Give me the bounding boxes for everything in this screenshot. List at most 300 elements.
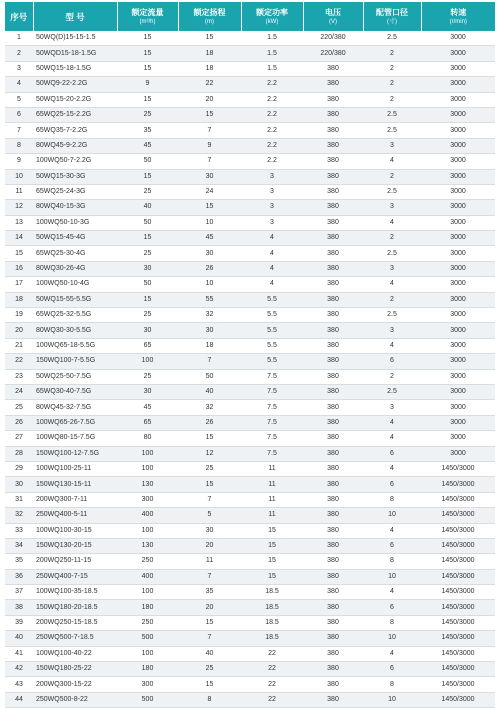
cell-speed: 3000 [421,369,495,384]
cell-head: 35 [178,585,241,600]
cell-model: 65WQ25-24-3G [33,184,117,199]
cell-index: 10 [5,169,33,184]
cell-pipe-diameter: 3 [363,200,421,215]
cell-voltage: 380 [303,677,363,692]
cell-flow: 25 [117,246,178,261]
cell-index: 15 [5,246,33,261]
cell-model: 250WQ500-7-18.5 [33,631,117,646]
cell-power: 5.5 [241,338,303,353]
cell-model: 150WQ180-25-22 [33,662,117,677]
cell-head: 40 [178,646,241,661]
cell-index: 31 [5,492,33,507]
cell-speed: 1450/3000 [421,692,495,707]
cell-power: 2.2 [241,77,303,92]
cell-model: 100WQ50-10-4G [33,277,117,292]
cell-head: 24 [178,184,241,199]
cell-flow: 25 [117,369,178,384]
cell-power: 3 [241,200,303,215]
cell-flow: 50 [117,154,178,169]
cell-model: 50WQ15-55-5.5G [33,292,117,307]
cell-pipe-diameter: 2 [363,46,421,61]
cell-power: 22 [241,692,303,707]
cell-index: 5 [5,92,33,107]
cell-power: 2.2 [241,107,303,122]
table-row [5,538,495,553]
cell-model: 100WQ100-40-22 [33,646,117,661]
cell-pipe-diameter: 2.5 [363,123,421,138]
header-pipe-diameter: 配管口径 (寸) [363,2,421,31]
cell-head: 30 [178,323,241,338]
cell-flow: 100 [117,446,178,461]
cell-pipe-diameter: 8 [363,554,421,569]
cell-flow: 15 [117,31,178,46]
cell-head: 15 [178,31,241,46]
cell-pipe-diameter: 3 [363,323,421,338]
cell-model: 50WQD15-18-1.5G [33,46,117,61]
cell-pipe-diameter: 6 [363,354,421,369]
cell-power: 7.5 [241,431,303,446]
cell-index: 3 [5,61,33,76]
cell-head: 25 [178,461,241,476]
cell-model: 250WQ400-5-11 [33,508,117,523]
cell-flow: 15 [117,46,178,61]
cell-speed: 3000 [421,323,495,338]
cell-pipe-diameter: 2 [363,92,421,107]
cell-model: 50WQ15-20-2.2G [33,92,117,107]
cell-flow: 500 [117,631,178,646]
cell-model: 100WQ100-35-18.5 [33,585,117,600]
cell-pipe-diameter: 10 [363,631,421,646]
cell-voltage: 380 [303,662,363,677]
cell-speed: 3000 [421,446,495,461]
cell-pipe-diameter: 4 [363,431,421,446]
cell-speed: 3000 [421,107,495,122]
cell-speed: 1450/3000 [421,631,495,646]
cell-head: 25 [178,662,241,677]
cell-index: 43 [5,677,33,692]
cell-pipe-diameter: 6 [363,662,421,677]
cell-model: 100WQ100-25-11 [33,461,117,476]
cell-flow: 15 [117,92,178,107]
cell-pipe-diameter: 2.5 [363,384,421,399]
cell-speed: 1450/3000 [421,508,495,523]
cell-flow: 30 [117,261,178,276]
cell-flow: 300 [117,677,178,692]
cell-index: 23 [5,369,33,384]
table-body [5,31,495,708]
cell-head: 5 [178,508,241,523]
cell-pipe-diameter: 8 [363,677,421,692]
cell-index: 9 [5,154,33,169]
cell-flow: 180 [117,600,178,615]
cell-speed: 1450/3000 [421,477,495,492]
table-row [5,384,495,399]
cell-speed: 1450/3000 [421,677,495,692]
table-row [5,631,495,646]
cell-model: 50WQ(D)15-15-1.5 [33,31,117,46]
table-row [5,431,495,446]
header-power: 额定功率 (kW) [241,2,303,31]
cell-power: 15 [241,569,303,584]
cell-model: 200WQ250-11-15 [33,554,117,569]
cell-voltage: 380 [303,169,363,184]
cell-pipe-diameter: 2.5 [363,246,421,261]
cell-power: 1.5 [241,31,303,46]
cell-model: 65WQ30-40-7.5G [33,384,117,399]
cell-head: 55 [178,292,241,307]
cell-power: 4 [241,231,303,246]
cell-head: 7 [178,154,241,169]
cell-voltage: 380 [303,492,363,507]
cell-flow: 25 [117,184,178,199]
cell-pipe-diameter: 8 [363,492,421,507]
cell-head: 32 [178,400,241,415]
cell-index: 2 [5,46,33,61]
cell-voltage: 380 [303,61,363,76]
cell-speed: 1450/3000 [421,461,495,476]
cell-model: 80WQ40-15-3G [33,200,117,215]
cell-index: 13 [5,215,33,230]
cell-flow: 15 [117,61,178,76]
cell-power: 22 [241,646,303,661]
cell-speed: 3000 [421,292,495,307]
cell-power: 4 [241,277,303,292]
cell-speed: 1450/3000 [421,554,495,569]
cell-speed: 3000 [421,77,495,92]
cell-flow: 100 [117,523,178,538]
cell-pipe-diameter: 4 [363,646,421,661]
cell-pipe-diameter: 4 [363,154,421,169]
cell-power: 22 [241,662,303,677]
cell-speed: 3000 [421,308,495,323]
cell-index: 36 [5,569,33,584]
cell-power: 7.5 [241,400,303,415]
cell-head: 18 [178,338,241,353]
cell-power: 2.2 [241,154,303,169]
cell-index: 16 [5,261,33,276]
cell-power: 15 [241,538,303,553]
table-row [5,354,495,369]
cell-flow: 50 [117,277,178,292]
table-row [5,138,495,153]
cell-index: 34 [5,538,33,553]
cell-flow: 30 [117,323,178,338]
cell-pipe-diameter: 2.5 [363,184,421,199]
cell-pipe-diameter: 2.5 [363,31,421,46]
cell-flow: 100 [117,354,178,369]
cell-index: 20 [5,323,33,338]
cell-voltage: 380 [303,508,363,523]
table-row [5,31,495,46]
cell-index: 8 [5,138,33,153]
cell-power: 4 [241,261,303,276]
cell-model: 200WQ300-15-22 [33,677,117,692]
cell-power: 7.5 [241,384,303,399]
cell-power: 5.5 [241,323,303,338]
cell-pipe-diameter: 8 [363,615,421,630]
cell-pipe-diameter: 4 [363,415,421,430]
table-row [5,77,495,92]
cell-index: 32 [5,508,33,523]
cell-model: 150WQ180-20-18.5 [33,600,117,615]
cell-power: 11 [241,461,303,476]
cell-head: 7 [178,492,241,507]
table-row [5,169,495,184]
cell-voltage: 380 [303,384,363,399]
table-row [5,585,495,600]
cell-voltage: 380 [303,215,363,230]
cell-head: 7 [178,569,241,584]
cell-model: 50WQ15-45-4G [33,231,117,246]
cell-head: 8 [178,692,241,707]
cell-flow: 30 [117,384,178,399]
cell-speed: 3000 [421,61,495,76]
cell-head: 50 [178,369,241,384]
cell-power: 22 [241,677,303,692]
cell-pipe-diameter: 10 [363,569,421,584]
cell-head: 9 [178,138,241,153]
cell-head: 30 [178,523,241,538]
cell-pipe-diameter: 2 [363,61,421,76]
cell-head: 30 [178,246,241,261]
cell-index: 1 [5,31,33,46]
cell-flow: 9 [117,77,178,92]
cell-model: 65WQ35-7-2.2G [33,123,117,138]
cell-model: 250WQ400-7-15 [33,569,117,584]
cell-head: 7 [178,354,241,369]
cell-speed: 3000 [421,246,495,261]
cell-power: 18.5 [241,585,303,600]
cell-flow: 250 [117,615,178,630]
cell-voltage: 380 [303,554,363,569]
table-row [5,184,495,199]
cell-head: 7 [178,123,241,138]
cell-voltage: 220/380 [303,31,363,46]
cell-model: 80WQ30-26-4G [33,261,117,276]
cell-speed: 1450/3000 [421,523,495,538]
cell-pipe-diameter: 3 [363,261,421,276]
cell-model: 100WQ65-18-5.5G [33,338,117,353]
cell-head: 7 [178,631,241,646]
cell-index: 21 [5,338,33,353]
cell-pipe-diameter: 2.5 [363,308,421,323]
cell-voltage: 380 [303,585,363,600]
cell-voltage: 380 [303,477,363,492]
cell-speed: 3000 [421,261,495,276]
table-row [5,215,495,230]
table-row [5,308,495,323]
cell-model: 65WQ25-15-2.2G [33,107,117,122]
table-row [5,477,495,492]
cell-head: 10 [178,277,241,292]
table-row [5,200,495,215]
cell-index: 25 [5,400,33,415]
cell-speed: 3000 [421,200,495,215]
cell-flow: 65 [117,415,178,430]
header-model: 型 号 [33,2,117,31]
cell-head: 11 [178,554,241,569]
cell-index: 27 [5,431,33,446]
cell-voltage: 380 [303,92,363,107]
cell-power: 11 [241,477,303,492]
cell-voltage: 380 [303,338,363,353]
cell-model: 150WQ100-12-7.5G [33,446,117,461]
cell-index: 33 [5,523,33,538]
cell-head: 20 [178,600,241,615]
cell-voltage: 380 [303,431,363,446]
cell-pipe-diameter: 4 [363,277,421,292]
cell-power: 15 [241,523,303,538]
cell-speed: 1450/3000 [421,646,495,661]
cell-head: 26 [178,415,241,430]
cell-head: 15 [178,477,241,492]
cell-flow: 50 [117,215,178,230]
cell-flow: 500 [117,692,178,707]
cell-voltage: 380 [303,523,363,538]
cell-index: 18 [5,292,33,307]
cell-index: 38 [5,600,33,615]
cell-pipe-diameter: 10 [363,508,421,523]
cell-index: 29 [5,461,33,476]
cell-power: 11 [241,492,303,507]
cell-head: 40 [178,384,241,399]
cell-head: 15 [178,107,241,122]
header-index: 序号 [5,2,33,31]
cell-voltage: 380 [303,184,363,199]
cell-model: 50WQ15-18-1.5G [33,61,117,76]
cell-head: 15 [178,200,241,215]
cell-pipe-diameter: 2.5 [363,107,421,122]
table-row [5,461,495,476]
cell-power: 2.2 [241,138,303,153]
cell-voltage: 380 [303,277,363,292]
cell-model: 65WQ25-32-5.5G [33,308,117,323]
cell-speed: 1450/3000 [421,569,495,584]
table-row [5,692,495,707]
cell-flow: 180 [117,662,178,677]
cell-speed: 3000 [421,31,495,46]
table-row [5,323,495,338]
cell-head: 12 [178,446,241,461]
cell-model: 150WQ130-20-15 [33,538,117,553]
cell-flow: 45 [117,400,178,415]
table-row [5,646,495,661]
cell-model: 80WQ30-30-5.5G [33,323,117,338]
cell-head: 10 [178,215,241,230]
cell-head: 18 [178,61,241,76]
cell-voltage: 220/380 [303,46,363,61]
cell-voltage: 380 [303,107,363,122]
table-row [5,261,495,276]
cell-model: 50WQ25-50-7.5G [33,369,117,384]
cell-power: 3 [241,215,303,230]
cell-speed: 1450/3000 [421,585,495,600]
cell-head: 22 [178,77,241,92]
cell-index: 11 [5,184,33,199]
cell-model: 250WQ500-8-22 [33,692,117,707]
cell-index: 7 [5,123,33,138]
cell-speed: 3000 [421,215,495,230]
cell-flow: 15 [117,231,178,246]
cell-index: 19 [5,308,33,323]
table-row [5,61,495,76]
cell-speed: 3000 [421,431,495,446]
cell-power: 5.5 [241,292,303,307]
cell-voltage: 380 [303,400,363,415]
header-flow: 额定流量 (m³/h) [117,2,178,31]
cell-pipe-diameter: 4 [363,523,421,538]
table-row [5,446,495,461]
table-row [5,492,495,507]
cell-voltage: 380 [303,600,363,615]
cell-pipe-diameter: 6 [363,600,421,615]
cell-pipe-diameter: 4 [363,461,421,476]
cell-pipe-diameter: 2 [363,169,421,184]
cell-speed: 1450/3000 [421,492,495,507]
cell-voltage: 380 [303,261,363,276]
cell-pipe-diameter: 10 [363,692,421,707]
cell-model: 80WQ45-9-2.2G [33,138,117,153]
cell-flow: 100 [117,646,178,661]
cell-power: 2.2 [241,123,303,138]
cell-model: 200WQ300-7-11 [33,492,117,507]
cell-speed: 3000 [421,169,495,184]
cell-flow: 250 [117,554,178,569]
cell-voltage: 380 [303,231,363,246]
cell-voltage: 380 [303,415,363,430]
pump-spec-table [5,2,495,708]
cell-pipe-diameter: 2 [363,292,421,307]
table-row [5,508,495,523]
cell-voltage: 380 [303,200,363,215]
cell-index: 26 [5,415,33,430]
cell-voltage: 380 [303,446,363,461]
cell-voltage: 380 [303,538,363,553]
cell-flow: 15 [117,292,178,307]
cell-speed: 3000 [421,277,495,292]
cell-flow: 40 [117,200,178,215]
cell-head: 20 [178,92,241,107]
cell-voltage: 380 [303,246,363,261]
table-row [5,523,495,538]
cell-flow: 130 [117,538,178,553]
cell-power: 2.2 [241,92,303,107]
cell-head: 26 [178,261,241,276]
table-row [5,231,495,246]
cell-head: 30 [178,169,241,184]
cell-flow: 35 [117,123,178,138]
cell-model: 150WQ130-15-11 [33,477,117,492]
table-row [5,400,495,415]
cell-head: 20 [178,538,241,553]
table-row [5,615,495,630]
table-row [5,662,495,677]
cell-power: 1.5 [241,46,303,61]
cell-head: 15 [178,615,241,630]
cell-speed: 3000 [421,231,495,246]
cell-power: 18.5 [241,600,303,615]
cell-voltage: 380 [303,461,363,476]
cell-power: 7.5 [241,446,303,461]
cell-head: 15 [178,431,241,446]
cell-pipe-diameter: 6 [363,446,421,461]
cell-model: 50WQ15-30-3G [33,169,117,184]
cell-pipe-diameter: 3 [363,400,421,415]
cell-model: 100WQ100-30-15 [33,523,117,538]
table-row [5,92,495,107]
cell-power: 5.5 [241,354,303,369]
cell-power: 11 [241,508,303,523]
